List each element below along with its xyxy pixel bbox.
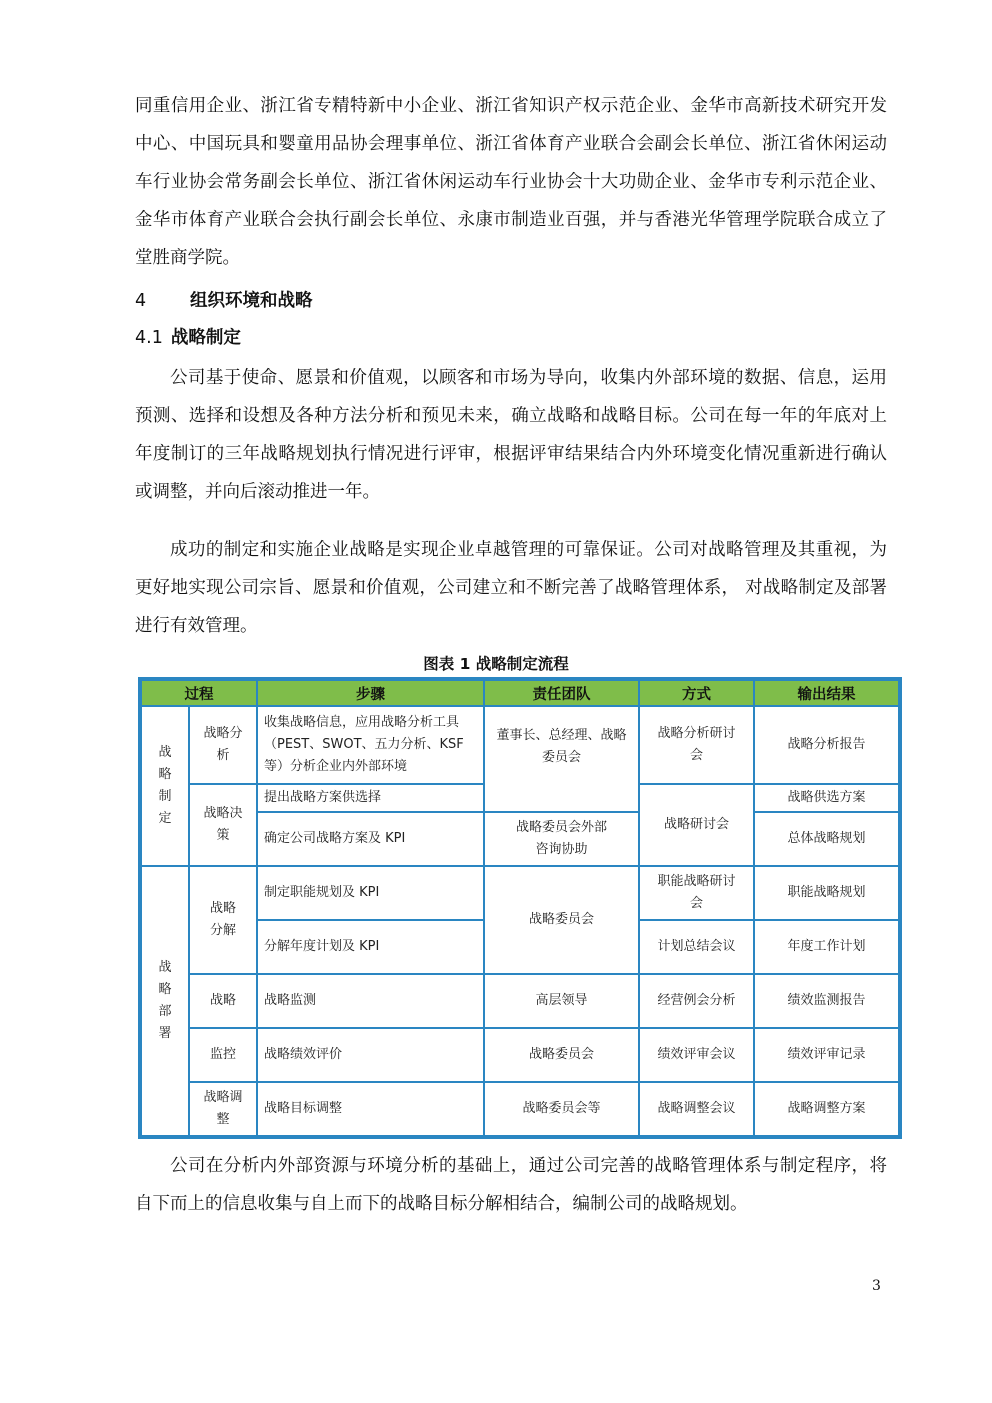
team-cell: 高层领导 <box>484 974 639 1028</box>
method-cell: 战略研讨会 <box>639 784 754 866</box>
method-cell: 战略分析研讨会 <box>639 706 754 784</box>
output-cell: 绩效监测报告 <box>754 974 899 1028</box>
team-cell: 战略委员会 <box>484 1028 639 1082</box>
step-cell: 收集战略信息，应用战略分析工具（PEST、SWOT、五力分析、KSF等）分析企业内外部环境 <box>257 706 484 784</box>
header-team: 责任团队 <box>484 680 639 706</box>
subsection-number: 4.1 <box>135 328 163 348</box>
subprocess-monitor-b: 监控 <box>189 1028 257 1082</box>
team-cell: 战略委员会外部咨询协助 <box>484 812 639 866</box>
step-cell: 分解年度计划及 KPI <box>257 920 484 974</box>
subprocess-monitor-a: 战略 <box>189 974 257 1028</box>
step-cell: 战略监测 <box>257 974 484 1028</box>
team-cell: 董事长、总经理、战略委员会 <box>484 706 639 812</box>
subprocess-decision: 战略决策 <box>189 784 257 866</box>
step-cell: 提出战略方案供选择 <box>257 784 484 812</box>
output-cell: 职能战略规划 <box>754 866 899 920</box>
page-number: 3 <box>872 1278 881 1294</box>
step-cell: 制定职能规划及 KPI <box>257 866 484 920</box>
output-cell: 战略分析报告 <box>754 706 899 784</box>
table-row <box>141 974 899 1028</box>
strategy-process-table <box>138 677 902 1139</box>
step-cell: 战略目标调整 <box>257 1082 484 1136</box>
subprocess-adjust: 战略调整 <box>189 1082 257 1136</box>
section-title: 组织环境和战略 <box>190 291 313 311</box>
table-header-row <box>141 680 899 706</box>
paragraph-strategy-basis: 公司基于使命、愿景和价值观，以顾客和市场为导向，收集内外部环境的数据、信息，运用预测、选择和设想及各种方法分析和预见未来，确立战略和战略目标。公司在每一年的年底对上年度制订的三年战略规划执行情况进行评审，根据评审结果结合内外环境变化情况重新进行确认或调整，并向后滚动推进一年。 <box>135 368 887 502</box>
step-cell: 战略绩效评价 <box>257 1028 484 1082</box>
method-cell: 绩效评审会议 <box>639 1028 754 1082</box>
section-number: 4 <box>135 291 147 311</box>
method-cell: 战略调整会议 <box>639 1082 754 1136</box>
section-heading <box>135 288 313 314</box>
method-cell: 计划总结会议 <box>639 920 754 974</box>
method-cell: 职能战略研讨会 <box>639 866 754 920</box>
table-row <box>141 1082 899 1136</box>
output-cell: 战略调整方案 <box>754 1082 899 1136</box>
table-row <box>141 1028 899 1082</box>
step-cell: 确定公司战略方案及 KPI <box>257 812 484 866</box>
method-cell: 经营例会分析 <box>639 974 754 1028</box>
table-row <box>141 866 899 920</box>
output-cell: 绩效评审记录 <box>754 1028 899 1082</box>
header-output: 输出结果 <box>754 680 899 706</box>
subprocess-analysis: 战略分析 <box>189 706 257 784</box>
header-method: 方式 <box>639 680 754 706</box>
group-planning: 战略制定 <box>141 706 189 866</box>
output-cell: 战略供选方案 <box>754 784 899 812</box>
paragraph-strategy-importance: 成功的制定和实施企业战略是实现企业卓越管理的可靠保证。公司对战略管理及其重视，为更好地实现公司宗旨、愿景和价值观，公司建立和不断完善了战略管理体系， 对战略制定及部署进行有效管理。 <box>135 540 887 636</box>
team-cell: 战略委员会等 <box>484 1082 639 1136</box>
table-row <box>141 706 899 784</box>
header-process: 过程 <box>141 680 257 706</box>
output-cell: 总体战略规划 <box>754 812 899 866</box>
subsection-title: 战略制定 <box>170 328 241 348</box>
group-deployment: 战略部署 <box>141 866 189 1136</box>
table-caption: 图表 1 战略制定流程 <box>423 655 569 673</box>
team-cell: 战略委员会 <box>484 866 639 974</box>
output-cell: 年度工作计划 <box>754 920 899 974</box>
intro-paragraph: 同重信用企业、浙江省专精特新中小企业、浙江省知识产权示范企业、金华市高新技术研究开发中心、中国玩具和婴童用品协会理事单位、浙江省体育产业联合会副会长单位、浙江省休闲运动车行业协会常务副会长单位、浙江省休闲运动车行业协会十大功勋企业、金华市专利示范企业、金华市体育产业联合会执行副会长单位、永康市制造业百强，并与香港光华管理学院联合成立了堂胜商学院。 <box>135 96 887 268</box>
paragraph-strategy-planning: 公司在分析内外部资源与环境分析的基础上，通过公司完善的战略管理体系与制定程序，将自下而上的信息收集与自上而下的战略目标分解相结合，编制公司的战略规划。 <box>135 1156 887 1214</box>
subsection-heading <box>135 325 241 351</box>
subprocess-decompose: 战略分解 <box>189 866 257 974</box>
header-steps: 步骤 <box>257 680 484 706</box>
